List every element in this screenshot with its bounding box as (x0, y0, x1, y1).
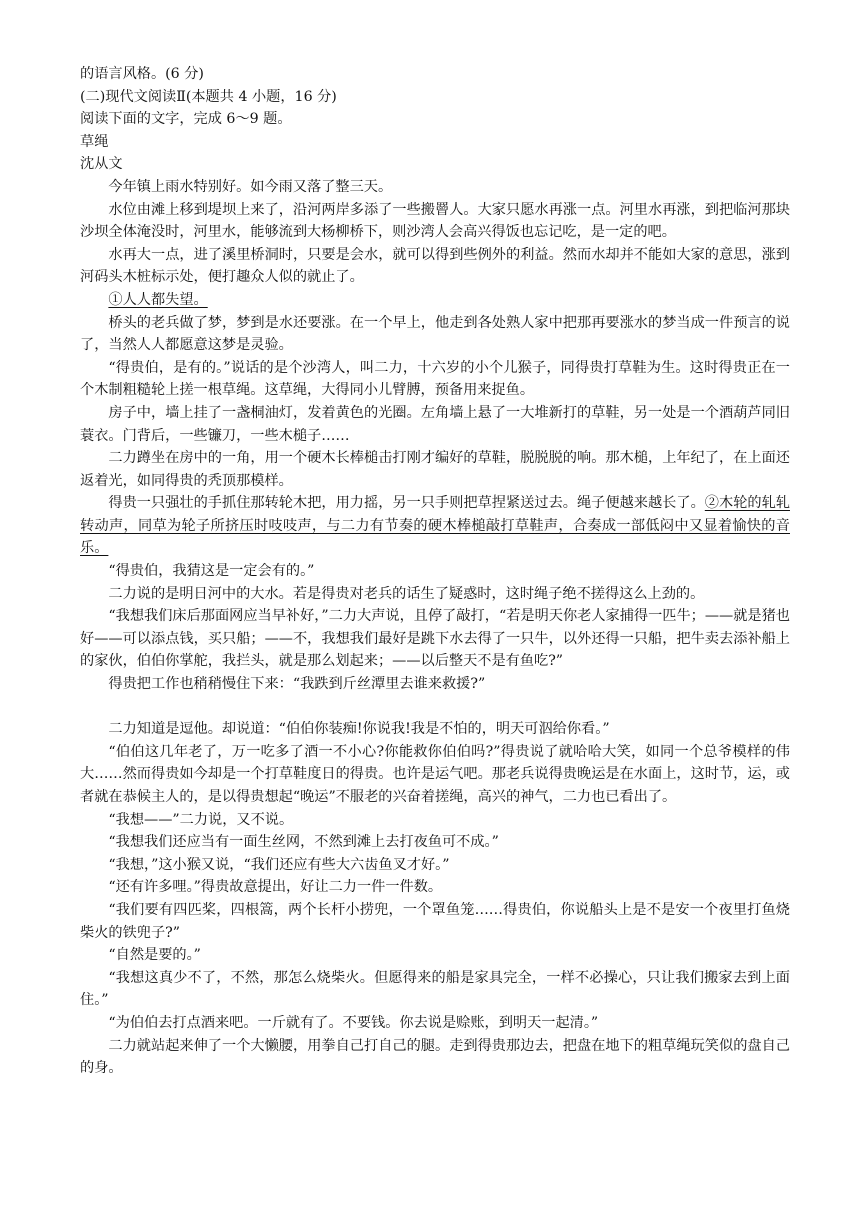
paragraph-12: “我想我们床后那面网应当早补好，”二力大声说，且停了敲打，“若是明天你老人家捕得一匹牛；——就是猪也好——可以添点钱，买只船；——不，我想我们最好是跳下水去得了一只牛，以外还得一只船，把牛卖去添补船上的家伙，伯伯你掌舵，我拦头，就是那么划起来；——以后整天不是有鱼吃?” (80, 608, 790, 670)
paragraph-1: 今年镇上雨水特别好。如今雨又落了整三天。 (108, 178, 393, 195)
paragraph-7: 房子中，墙上挂了一盏桐油灯，发着黄色的光圈。左角墙上悬了一大堆新打的草鞋，另一处是一个酒葫芦同旧蓑衣。门背后，一些镰刀，一些木槌子…… (80, 404, 790, 444)
paragraph-3: 水再大一点，进了溪里桥洞时，只要是会水，就可以得到些例外的利益。然而水却并不能如大家的意思，涨到河码头木桩标示处，便打趣众人似的就止了。 (80, 246, 790, 286)
paragraph-13: 得贵把工作也稍稍慢住下来：“我跌到斤丝潭里去谁来救援?” (108, 676, 486, 693)
paragraph-6: “得贵伯，是有的。”说话的是个沙湾人，叫二力，十六岁的小个儿猴子，同得贵打草鞋为生。这时得贵正在一个木制粗糙轮上搓一根草绳。这草绳，大得同小儿臂膊，预备用来捉鱼。 (80, 359, 790, 399)
paragraph-18: “我想，”这小猴又说，“我们还应有些大六齿鱼叉才好。” (108, 856, 450, 873)
section-heading: (二)现代文阅读Ⅱ(本题共 4 小题，16 分) (80, 88, 337, 105)
paragraph-17: “我想我们还应当有一面生丝网，不然到滩上去打夜鱼可不成。” (108, 834, 499, 851)
previous-question-tail: 的语言风格。(6 分) (80, 66, 204, 82)
paragraph-2: 水位由滩上移到堤坝上来了，沿河两岸多添了一些搬罾人。大家只愿水再涨一点。河里水再涨，到把临河那块沙坝全体淹没时，河里水，能够流到大杨柳桥下，则沙湾人会高兴得饭也忘记吃，是一定的吧。 (80, 201, 790, 241)
underlined-sentence-1: ①人人都失望。 (108, 291, 208, 308)
underlined-sentence-2: ②木轮的轧轧转动声，同草为轮子所挤压时吱吱声，与二力有节奏的硬木棒槌敲打草鞋声，合奏成一部低闷中又显着愉快的音乐。 (80, 495, 790, 557)
paragraph-9-text: 得贵一只强壮的手抓住那转轮木把，用力摇，另一只手则把草捏紧送过去。绳子便越来越长了。 (108, 495, 705, 512)
paragraph-20: “我们要有四匹桨，四根篙，两个长杆小捞兜，一个罩鱼笼……得贵伯，你说船头上是不是安一个夜里打鱼烧柴火的铁兜子?” (80, 901, 790, 941)
blank-line (80, 696, 790, 719)
paragraph-15: “伯伯这几年老了，万一吃多了酒一不小心?你能救你伯伯吗?”得贵说了就哈哈大笑，如同一个总爷模样的伟大……然而得贵如今却是一个打草鞋度日的得贵。也许是运气吧。那老兵说得贵晚运是在水面上，这时节，运，或者就在恭候主人的，是以得贵想起“晚运”不服老的兴奋着搓绳，高兴的神气，二力也已看出了。 (80, 743, 790, 805)
document-page (80, 63, 790, 1080)
paragraph-4-marked-sentence-1 (80, 289, 790, 312)
paragraph-16: “我想——”二力说，又不说。 (108, 811, 294, 828)
reading-instruction: 阅读下面的文字，完成 6～9 题。 (80, 111, 292, 128)
paragraph-14: 二力知道是逗他。却说道：“伯伯你装痴!你说我!我是不怕的，明天可泅给你看。” (108, 721, 610, 738)
story-author: 沈从文 (80, 156, 123, 173)
paragraph-19: “还有许多哩。”得贵故意提出，好让二力一件一件数。 (108, 879, 443, 896)
paragraph-24: 二力就站起来伸了一个大懒腰，用拳自己打自己的腿。走到得贵那边去，把盘在地下的粗草绳玩笑似的盘自己的身。 (80, 1037, 790, 1077)
paragraph-8: 二力蹲坐在房中的一角，用一个硬木长棒槌击打刚才编好的草鞋，脱脱脱的响。那木槌，上年纪了，在上面还返着光，如同得贵的秃顶那模样。 (80, 450, 790, 489)
paragraph-23: “为伯伯去打点酒来吧。一斤就有了。不要钱。你去说是赊账，到明天一起清。” (108, 1014, 599, 1031)
paragraph-9 (80, 492, 790, 560)
paragraph-11: 二力说的是明日河中的大水。若是得贵对老兵的话生了疑惑时，这时绳子绝不搓得这么上劲的。 (108, 585, 705, 602)
paragraph-10: “得贵伯，我猜这是一定会有的。” (108, 563, 315, 580)
story-title: 草绳 (80, 133, 109, 150)
paragraph-5: 桥头的老兵做了梦，梦到是水还要涨。在一个早上，他走到各处熟人家中把那再要涨水的梦当成一件预言的说了，当然人人都愿意这梦是灵验。 (80, 314, 790, 354)
paragraph-22: “我想这真少不了，不然，那怎么烧柴火。但愿得来的船是家具完全，一样不必操心，只让我们搬家去到上面住。” (80, 969, 790, 1009)
paragraph-21: “自然是要的。” (108, 947, 201, 964)
